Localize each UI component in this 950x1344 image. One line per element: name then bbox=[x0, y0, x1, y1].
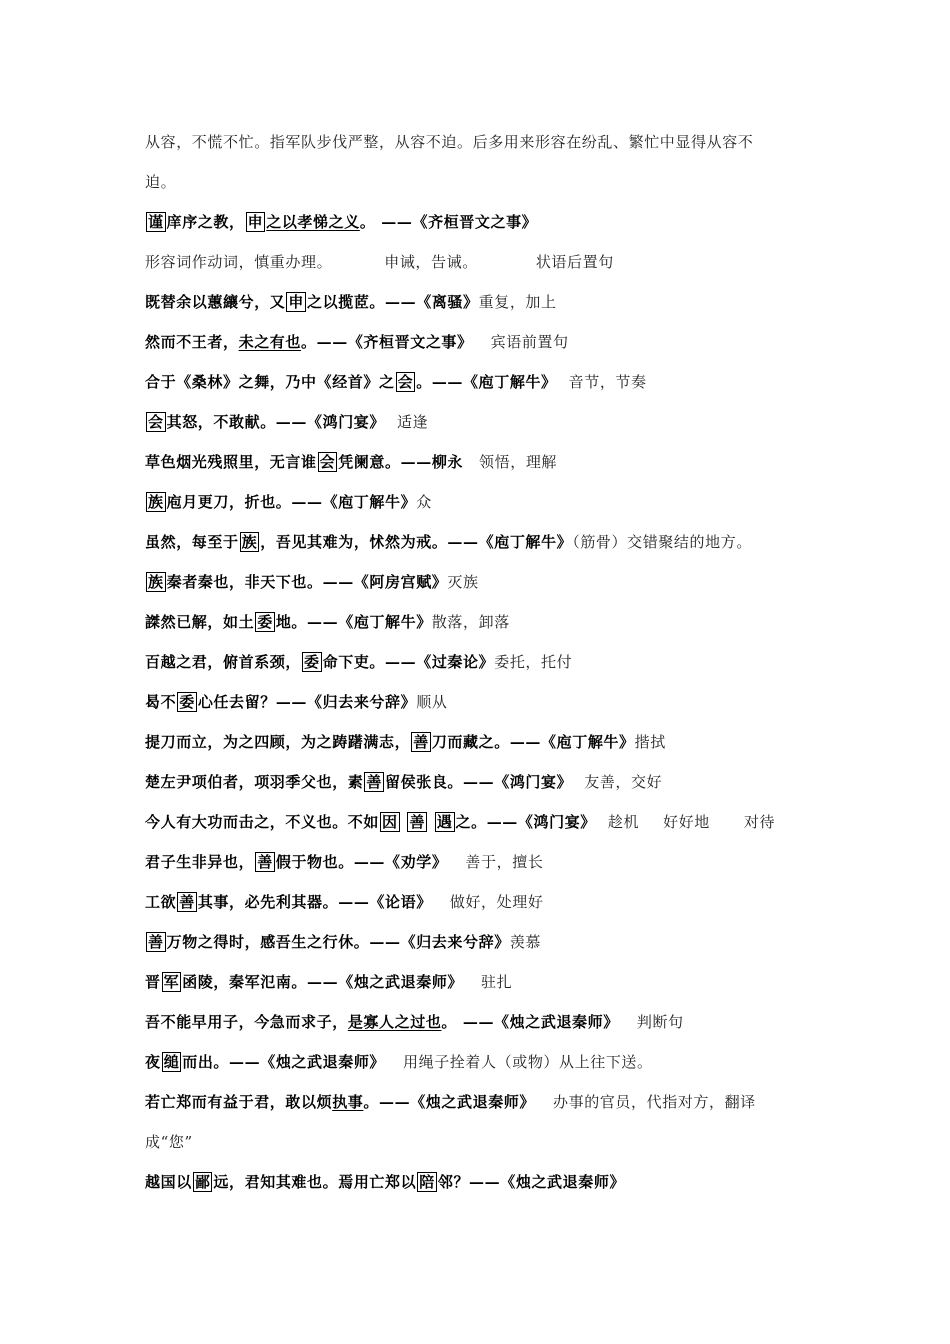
annotation-text: 领悟，理解 bbox=[479, 453, 558, 471]
boxed-character: 遇 bbox=[436, 813, 453, 831]
boxed-character: 委 bbox=[304, 653, 320, 671]
boxed-character: 因 bbox=[382, 813, 398, 831]
text-lines bbox=[145, 122, 825, 1202]
text-line bbox=[145, 722, 825, 762]
annotation-text: 好好地 bbox=[663, 813, 710, 831]
quote-text: 函陵，秦军氾南。——《烛之武退秦师》 bbox=[182, 973, 464, 991]
boxed-character: 委 bbox=[257, 613, 273, 631]
quote-text: 夜 bbox=[145, 1053, 161, 1071]
quote-text: 既替余以蕙纕兮，又 bbox=[145, 293, 286, 311]
boxed-character: 申 bbox=[247, 213, 264, 231]
annotation-text: 做好，处理好 bbox=[449, 893, 544, 911]
annotation-text: 判断句 bbox=[636, 1013, 684, 1031]
boxed-character: 缒 bbox=[163, 1053, 180, 1071]
annotation-text: 顺从 bbox=[416, 693, 448, 711]
text-line bbox=[145, 322, 825, 362]
annotation-text: 迫。 bbox=[145, 173, 177, 191]
boxed-character: 族 bbox=[148, 573, 164, 591]
quote-text: 其事，必先利其器。——《论语》 bbox=[197, 893, 432, 911]
text-line bbox=[145, 642, 825, 682]
text-line bbox=[145, 562, 825, 602]
quote-text: 提刀而立，为之四顾，为之踌躇满志， bbox=[145, 733, 411, 751]
quote-text: 合于《桑林》之舞，乃中《经首》之 bbox=[145, 373, 395, 391]
text-line bbox=[145, 242, 825, 282]
quote-text: 百越之君，俯首系颈， bbox=[145, 653, 302, 671]
annotation-text: 灭族 bbox=[447, 573, 479, 591]
quote-text: 吾不能早用子，今急而求子， bbox=[145, 1013, 348, 1031]
quote-text: 心任去留？——《归去来兮辞》 bbox=[197, 693, 417, 711]
annotation-text: 宾语前置句 bbox=[490, 333, 569, 351]
quote-text: 假于物也。——《劝学》 bbox=[275, 853, 448, 871]
annotation-text: 成“您” bbox=[145, 1133, 193, 1151]
text-line bbox=[145, 962, 825, 1002]
quote-text: 晋 bbox=[145, 973, 161, 991]
text-line bbox=[145, 682, 825, 722]
text-line bbox=[145, 202, 825, 242]
annotation-text: （筋骨）交错聚结的地方。 bbox=[572, 533, 752, 551]
annotation-text: 散落，卸落 bbox=[431, 613, 510, 631]
text-line bbox=[145, 802, 825, 842]
quote-text: 楚左尹项伯者，项羽季父也，素 bbox=[145, 773, 364, 791]
quote-text: 。——《烛之武退秦师》 bbox=[363, 1093, 536, 1111]
quote-text: 。 ——《齐桓晋文之事》 bbox=[359, 213, 538, 231]
annotation-text: 用绳子拴着人（或物）从上往下送。 bbox=[403, 1053, 653, 1071]
boxed-character: 善 bbox=[148, 933, 164, 951]
quote-text: 地。——《庖丁解牛》 bbox=[275, 613, 432, 631]
quote-text: 秦者秦也，非天下也。——《阿房宫赋》 bbox=[166, 573, 448, 591]
annotation-text: 适逢 bbox=[397, 413, 429, 431]
underlined-phrase: 未之有也 bbox=[238, 333, 302, 351]
text-line bbox=[145, 402, 825, 442]
boxed-character: 委 bbox=[179, 693, 195, 711]
text-line bbox=[145, 1002, 825, 1042]
text-line bbox=[145, 922, 825, 962]
annotation-text: 趁机 bbox=[607, 813, 640, 831]
quote-text: 庖月更刀，折也。——《庖丁解牛》 bbox=[166, 493, 417, 511]
boxed-character: 善 bbox=[257, 853, 273, 871]
boxed-character: 会 bbox=[319, 453, 336, 471]
quote-text: 。——《庖丁解牛》 bbox=[416, 373, 557, 391]
quote-text: 虽然，每至于 bbox=[145, 533, 239, 551]
boxed-character: 族 bbox=[148, 493, 164, 511]
underlined-phrase: 执事 bbox=[332, 1093, 364, 1111]
quote-text: 其怒，不敢献。——《鸿门宴》 bbox=[166, 413, 386, 431]
quote-text: 草色烟光残照里，无言谁 bbox=[145, 453, 317, 471]
text-line bbox=[145, 282, 825, 322]
boxed-character: 陪 bbox=[419, 1173, 435, 1191]
annotation-text: 状语后置句 bbox=[535, 253, 614, 271]
annotation-text: 驻扎 bbox=[481, 973, 513, 991]
text-line bbox=[145, 1122, 825, 1162]
quote-text: 之以揽茝。——《离骚》 bbox=[307, 293, 479, 311]
quote-text: 远，君知其难也。焉用亡郑以 bbox=[213, 1173, 417, 1191]
quote-text: 刀而藏之。——《庖丁解牛》 bbox=[431, 733, 635, 751]
annotation-text: 从容，不慌不忙。指军队步伐严整，从容不迫。后多用来形容在纷乱、繁忙中显得从容不 bbox=[145, 133, 754, 151]
boxed-character: 族 bbox=[241, 533, 258, 551]
annotation-text: 音节，节奏 bbox=[568, 373, 647, 391]
quote-text: 庠序之教， bbox=[166, 213, 245, 231]
quote-text bbox=[428, 813, 434, 831]
text-line bbox=[145, 1162, 825, 1202]
text-line bbox=[145, 522, 825, 562]
annotation-text: 友善，交好 bbox=[584, 773, 663, 791]
text-line bbox=[145, 482, 825, 522]
text-line bbox=[145, 882, 825, 922]
boxed-character: 会 bbox=[397, 373, 414, 391]
quote-text: 工欲 bbox=[145, 893, 177, 911]
text-line bbox=[145, 762, 825, 802]
annotation-text: 重复，加上 bbox=[478, 293, 557, 311]
quote-text: 然而不王者， bbox=[145, 333, 239, 351]
quote-text: 謋然已解，如土 bbox=[145, 613, 255, 631]
quote-text: 凭阑意。——柳永 bbox=[338, 453, 464, 471]
annotation-text: 形容词作动词，慎重办理。 bbox=[145, 253, 333, 271]
boxed-character: 善 bbox=[413, 733, 429, 751]
underlined-phrase: 之以孝悌之义 bbox=[266, 213, 360, 231]
text-line bbox=[145, 442, 825, 482]
text-line bbox=[145, 842, 825, 882]
quote-text: 万物之得时，感吾生之行休。——《归去来兮辞》 bbox=[166, 933, 510, 951]
quote-text: 。 ——《烛之武退秦师》 bbox=[441, 1013, 619, 1031]
boxed-character: 鄙 bbox=[194, 1173, 211, 1191]
quote-text: 。——《齐桓晋文之事》 bbox=[301, 333, 473, 351]
text-line bbox=[145, 1042, 825, 1082]
quote-text: 曷不 bbox=[145, 693, 177, 711]
underlined-phrase: 是寡人之过也 bbox=[347, 1013, 442, 1031]
boxed-character: 善 bbox=[179, 893, 195, 911]
quote-text: 命下吏。——《过秦论》 bbox=[322, 653, 495, 671]
boxed-character: 会 bbox=[148, 413, 164, 431]
text-line bbox=[145, 162, 825, 202]
annotation-text: 申诫，告诫。 bbox=[384, 253, 478, 271]
quote-text: 越国以 bbox=[145, 1173, 192, 1191]
quote-text bbox=[401, 813, 407, 831]
annotation-text: 办事的官员，代指对方，翻译 bbox=[553, 1093, 756, 1111]
quote-text: 今人有大功而击之，不义也。不如 bbox=[145, 813, 380, 831]
quote-text: 若亡郑而有益于君，敢以烦 bbox=[145, 1093, 333, 1111]
annotation-text: 对待 bbox=[743, 813, 776, 831]
annotation-text: 善于，擅长 bbox=[465, 853, 544, 871]
quote-text: 邻？——《烛之武退秦师》 bbox=[437, 1173, 626, 1191]
text-line bbox=[145, 122, 825, 162]
quote-text: 而出。——《烛之武退秦师》 bbox=[182, 1053, 386, 1071]
quote-text: 之。——《鸿门宴》 bbox=[455, 813, 596, 831]
text-line bbox=[145, 362, 825, 402]
text-line bbox=[145, 1082, 825, 1122]
quote-text: 留侯张良。——《鸿门宴》 bbox=[385, 773, 573, 791]
annotation-text: 羡慕 bbox=[509, 933, 542, 951]
boxed-character: 善 bbox=[366, 773, 383, 791]
quote-text: 君子生非异也， bbox=[145, 853, 255, 871]
quote-text: ，吾见其难为，怵然为戒。——《庖丁解牛》 bbox=[260, 533, 573, 551]
boxed-character: 申 bbox=[288, 293, 305, 311]
annotation-text: 众 bbox=[416, 493, 432, 511]
boxed-character: 谨 bbox=[148, 213, 164, 231]
annotation-text: 揩拭 bbox=[634, 733, 666, 751]
annotation-text: 委托，托付 bbox=[494, 653, 573, 671]
text-line bbox=[145, 602, 825, 642]
boxed-character: 军 bbox=[163, 973, 180, 991]
boxed-character: 善 bbox=[409, 813, 426, 831]
